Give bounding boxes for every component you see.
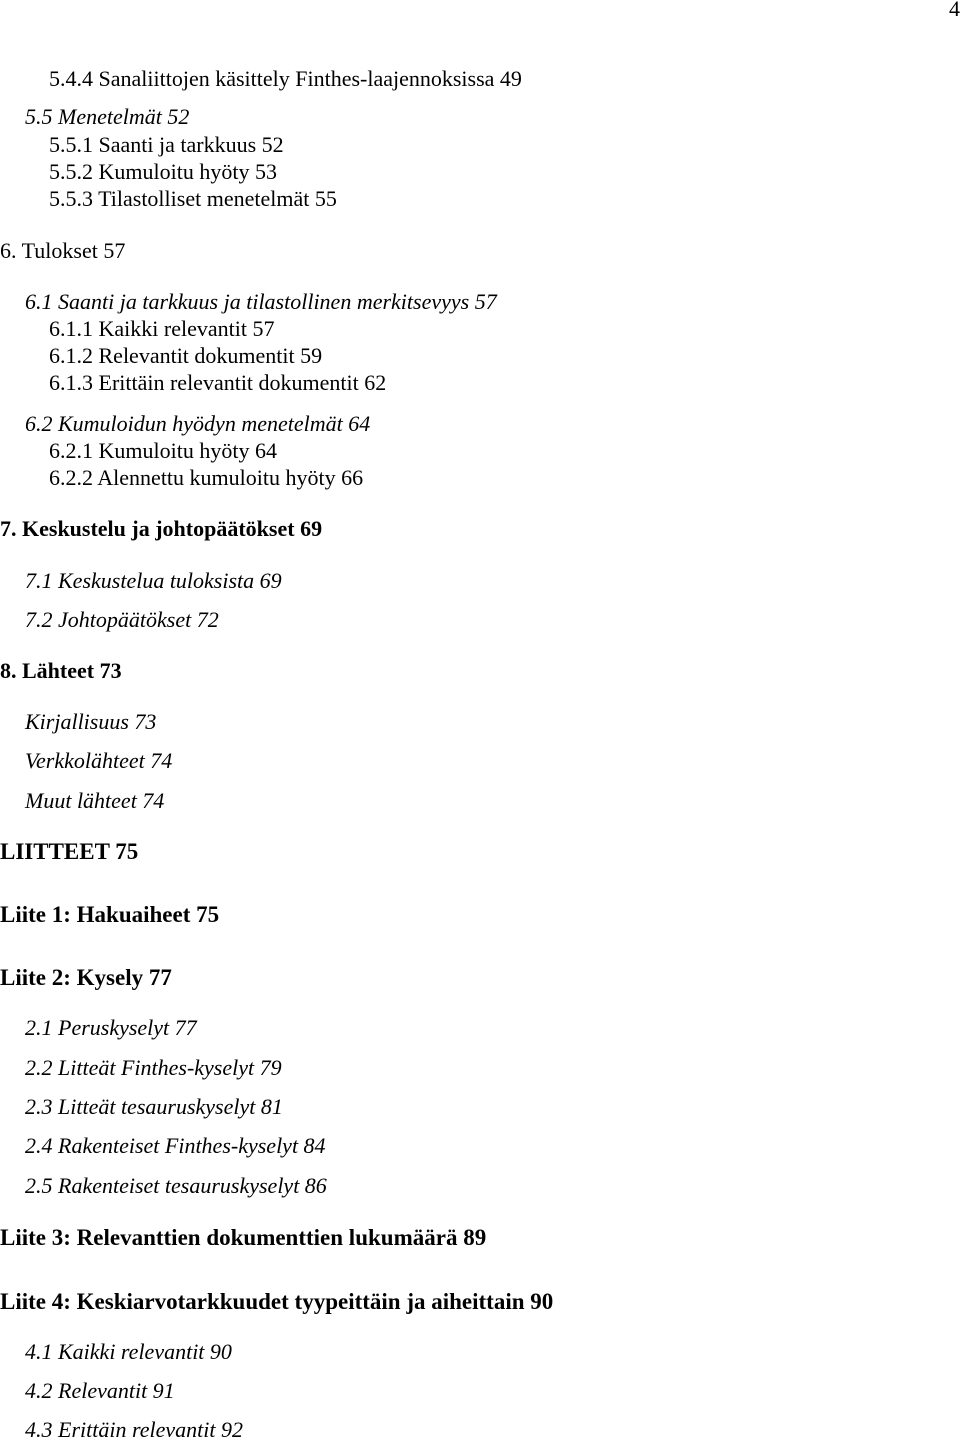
- toc-entry-liitteet: LIITTEET 75: [0, 839, 139, 864]
- toc-entry-kirjallisuus: Kirjallisuus 73: [25, 709, 157, 734]
- toc-entry-5-5-2: 5.5.2 Kumuloitu hyöty 53: [49, 159, 277, 184]
- toc-entry-8: 8. Lähteet 73: [0, 658, 122, 683]
- toc-entry-liite-2-3: 2.3 Litteät tesauruskyselyt 81: [25, 1094, 283, 1119]
- toc-entry-liite-3: Liite 3: Relevanttien dokumenttien lukumäärä 89: [0, 1225, 487, 1250]
- toc-entry-5-5: 5.5 Menetelmät 52: [25, 104, 190, 129]
- toc-entry-6-1: 6.1 Saanti ja tarkkuus ja tilastollinen merkitsevyys 57: [25, 289, 497, 314]
- toc-entry-liite-2: Liite 2: Kysely 77: [0, 965, 172, 990]
- toc-entry-6-2: 6.2 Kumuloidun hyödyn menetelmät 64: [25, 411, 371, 436]
- toc-entry-5-5-1: 5.5.1 Saanti ja tarkkuus 52: [49, 132, 284, 157]
- toc-entry-liite-4: Liite 4: Keskiarvotarkkuudet tyypeittäin ja aiheittain 90: [0, 1289, 554, 1314]
- toc-entry-6-2-2: 6.2.2 Alennettu kumuloitu hyöty 66: [49, 465, 364, 490]
- toc-entry-7: 7. Keskustelu ja johtopäätökset 69: [0, 516, 323, 541]
- toc-entry-5-5-3: 5.5.3 Tilastolliset menetelmät 55: [49, 186, 337, 211]
- toc-entry-muut-lahteet: Muut lähteet 74: [25, 788, 165, 813]
- toc-entry-5-4-4: 5.4.4 Sanaliittojen käsittely Finthes-laajennoksissa 49: [49, 66, 522, 91]
- toc-entry-verkkolahteet: Verkkolähteet 74: [25, 748, 173, 773]
- toc-entry-liite-2-4: 2.4 Rakenteiset Finthes-kyselyt 84: [25, 1133, 326, 1158]
- toc-entry-liite-4-1: 4.1 Kaikki relevantit 90: [25, 1339, 232, 1364]
- toc-entry-liite-1: Liite 1: Hakuaiheet 75: [0, 902, 220, 927]
- toc-entry-liite-4-3: 4.3 Erittäin relevantit 92: [25, 1417, 243, 1442]
- toc-entry-liite-2-1: 2.1 Peruskyselyt 77: [25, 1015, 197, 1040]
- toc-entry-6-1-1: 6.1.1 Kaikki relevantit 57: [49, 316, 275, 341]
- toc-entry-liite-2-5: 2.5 Rakenteiset tesauruskyselyt 86: [25, 1173, 327, 1198]
- toc-entry-6-1-2: 6.1.2 Relevantit dokumentit 59: [49, 343, 323, 368]
- toc-entry-liite-4-2: 4.2 Relevantit 91: [25, 1378, 175, 1403]
- page-number: 4: [949, 0, 960, 21]
- toc-entry-6-1-3: 6.1.3 Erittäin relevantit dokumentit 62: [49, 370, 387, 395]
- toc-entry-7-2: 7.2 Johtopäätökset 72: [25, 607, 219, 632]
- toc-entry-6-2-1: 6.2.1 Kumuloitu hyöty 64: [49, 438, 277, 463]
- toc-entry-liite-2-2: 2.2 Litteät Finthes-kyselyt 79: [25, 1055, 282, 1080]
- toc-entry-6: 6. Tulokset 57: [0, 238, 126, 263]
- toc-entry-7-1: 7.1 Keskustelua tuloksista 69: [25, 568, 282, 593]
